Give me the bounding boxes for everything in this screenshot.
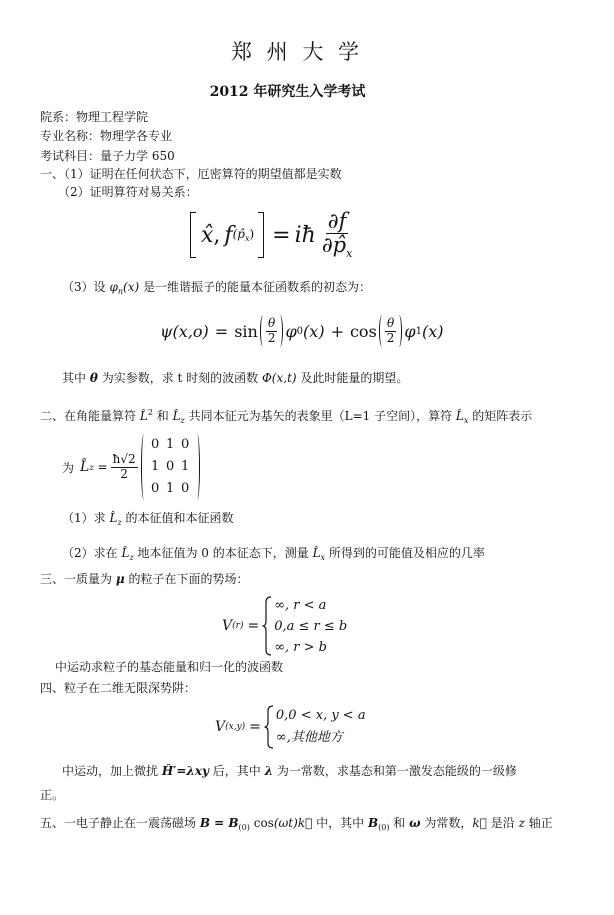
superscript-2: 2 — [147, 408, 153, 417]
q3-line1-b: 的粒子在下面的势场： — [128, 572, 249, 586]
V-subscript: (x,y) — [225, 722, 246, 732]
coefficient-numerator: ħ√2 — [112, 452, 136, 467]
q4-line2 — [62, 764, 604, 779]
matrix-cell: 0 — [180, 481, 190, 496]
matrix-right-paren — [193, 434, 200, 500]
coefficient-denominator: 2 — [120, 466, 128, 481]
B-subscript: (0) — [238, 823, 250, 832]
equals-symbol: = — [214, 321, 229, 341]
matrix-left-paren — [141, 434, 148, 500]
B-subscript: (0) — [378, 823, 390, 832]
q1-part4-suffix: 及此时能量的期望。 — [300, 371, 409, 385]
q5-line1-c: 和 — [393, 816, 406, 830]
L-hat-symbol: L̂ — [121, 546, 130, 560]
commutator-formula — [190, 200, 354, 270]
q2-line1-a: 二、在角能量算符 — [40, 409, 137, 423]
q4-line2-c: 为一常数，求基态和第一激发态能级的一级修 — [276, 764, 517, 778]
phi-argument: (x) — [422, 321, 444, 341]
phi-subscript-n: n — [117, 287, 124, 296]
q1-part3-prefix: （3）设 — [62, 280, 106, 294]
left-brace — [262, 596, 272, 656]
q1-part4-prefix: 其中 — [62, 371, 87, 385]
f-subscript-x: x — [244, 234, 250, 243]
subject-line: 考试科目：量子力学 650 — [40, 149, 175, 163]
university-title: 郑 州 大 学 — [230, 40, 364, 64]
f-subscript-close: ) — [249, 227, 255, 241]
q1-part2: （2）证明算符对易关系： — [58, 185, 198, 199]
L-hat-symbol: L̂ — [109, 511, 118, 525]
matrix-cell: 1 — [180, 459, 190, 474]
V-subscript: (r) — [232, 621, 244, 631]
z-axis-symbol: z — [518, 816, 525, 830]
q2-part2 — [62, 546, 604, 565]
equals-symbol: = — [247, 618, 260, 634]
q1-part1: 一、（1）证明在任何状态下，厄密算符的期望值都是实数 — [40, 167, 342, 181]
k-unit-vector: k⃗ — [297, 816, 313, 830]
subscript-x: x — [320, 553, 326, 562]
subscript-z: z — [129, 553, 134, 562]
two-denominator: 2 — [267, 330, 276, 345]
theta-numerator: θ — [268, 316, 276, 331]
q2-line1 — [40, 405, 604, 428]
phi-symbol: φ — [109, 280, 118, 294]
phi-argument: (x) — [123, 280, 140, 294]
potential-cases — [276, 705, 366, 749]
matrix-cell: 1 — [165, 481, 175, 496]
subscript-x: x — [463, 416, 469, 425]
phi-subscript-0: 0 — [296, 325, 304, 337]
case-row: ∞, r < a — [274, 597, 327, 613]
q1-part4-middle: 为实参数，求 t 时刻的波函数 — [101, 371, 259, 385]
matrix-cell: 0 — [180, 437, 190, 452]
q3-line1 — [40, 572, 604, 587]
f-subscript-open: (p̂ — [232, 227, 245, 241]
phi-argument: (x) — [303, 321, 325, 341]
i-hbar-symbol: iħ — [294, 222, 316, 248]
q1-part3-suffix: 是一维谐振子的能量本征函数系的初态为： — [143, 280, 372, 294]
q5-line1-a: 五、一电子静止在一震荡磁场 — [40, 816, 197, 830]
left-brace — [264, 705, 274, 749]
q2-line1-b: 和 — [156, 409, 169, 423]
right-paren — [396, 315, 402, 347]
subscript-z: z — [117, 518, 122, 527]
V-symbol: V — [215, 719, 226, 735]
lambda-symbol: λ — [264, 764, 274, 778]
theta-over-two-fraction — [266, 317, 278, 344]
left-square-bracket — [190, 212, 196, 258]
denominator-subscript: x — [346, 247, 353, 260]
subscript-z: z — [89, 462, 94, 472]
phi-symbol: φ — [285, 321, 297, 341]
q5-line1-d: 为常数， — [424, 816, 473, 830]
x-hat-symbol: x̂ — [201, 222, 214, 248]
potential-formula-r — [222, 595, 347, 657]
right-paren — [277, 315, 283, 347]
theta-over-two-fraction — [385, 317, 397, 344]
matrix-cell: 0 — [150, 437, 160, 452]
matrix-cell: 1 — [165, 437, 175, 452]
sin-function: sin — [234, 321, 258, 341]
fraction-denominator — [320, 234, 355, 260]
case-row: ∞, r > b — [274, 639, 327, 655]
f-subscript — [233, 227, 255, 243]
initial-state-formula — [160, 310, 444, 352]
q5-line1-f: 轴正 — [528, 816, 553, 830]
coefficient-fraction — [111, 453, 138, 480]
q4-line3: 正。 — [40, 788, 65, 802]
B-symbol: B — [367, 816, 379, 830]
exam-title: 2012 年研究生入学考试 — [209, 84, 366, 100]
denominator-text: ∂p̂ — [321, 233, 347, 257]
q3-line1-a: 三、一质量为 — [40, 572, 113, 586]
matrix-formula — [62, 432, 200, 502]
theta-symbol: θ — [89, 371, 98, 385]
q1-part3 — [62, 280, 604, 299]
q2-line2-prefix: 为 — [62, 460, 75, 475]
partial-derivative-fraction — [320, 210, 355, 260]
cos-function: cos — [349, 321, 377, 341]
mu-symbol: μ — [115, 572, 125, 586]
q2-part2-c: 所得到的可能值及相应的几率 — [328, 546, 485, 560]
department-line: 院系：物理工程学院 — [40, 110, 149, 124]
potential-cases — [274, 595, 347, 657]
case-row: 0,a ≤ r ≤ b — [274, 618, 348, 634]
q2-part1-prefix: （1）求 — [62, 511, 106, 525]
magnetic-field-B: B = B — [199, 816, 239, 830]
q2-part2-b: 地本征值为 0 的本征态下，测量 — [137, 546, 309, 560]
fraction-numerator: ∂f — [327, 208, 347, 233]
L-hat-symbol: L̂ — [172, 409, 181, 423]
q2-part1 — [62, 511, 604, 530]
phi-symbol: φ — [404, 321, 416, 341]
equals-symbol: = — [272, 222, 291, 248]
equals-symbol: = — [249, 719, 261, 735]
L-hat-symbol: L̂ — [455, 409, 464, 423]
q4-line1: 四、粒子在二维无限深势阱： — [40, 681, 197, 695]
q4-line2-b: 后，其中 — [212, 764, 261, 778]
q5-line1 — [40, 816, 604, 835]
q4-line2-a: 中运动，加上微扰 — [62, 764, 159, 778]
plus-symbol: + — [330, 321, 344, 341]
matrix-cell: 1 — [150, 459, 160, 474]
matrix-grid — [148, 434, 193, 500]
omega-symbol: ω — [409, 816, 421, 830]
Phi-wavefunction: Φ(x,t) — [261, 371, 297, 385]
right-square-bracket — [258, 212, 264, 258]
matrix-cell: 0 — [165, 459, 175, 474]
cos-argument: (ωt) — [273, 816, 298, 830]
L-hat-symbol: L̂ — [139, 409, 148, 423]
potential-formula-xy — [215, 705, 366, 749]
q3-line2: 中运动求粒子的基态能量和归一化的波函数 — [55, 660, 284, 674]
perturbation-hamiltonian: Ĥ′=λxy — [161, 764, 209, 778]
case-row: ∞,其他地方 — [275, 730, 343, 745]
q1-part4 — [62, 371, 604, 386]
cos-function: cos — [253, 816, 274, 830]
q2-line1-c: 共同本征元为基矢的表象里（L=1 子空间），算符 — [188, 409, 453, 423]
L-hat-symbol: L̂ — [80, 459, 90, 475]
L-hat-symbol: L̂ — [312, 546, 321, 560]
k-unit-vector: k⃗ — [472, 816, 487, 830]
major-line: 专业名称：物理学各专业 — [40, 129, 173, 143]
q5-line1-b: 中，其中 — [316, 816, 365, 830]
psi-lhs: ψ(x,o) — [160, 321, 209, 341]
q2-line1-d: 的矩阵表示 — [472, 409, 533, 423]
q2-part1-suffix: 的本征值和本征函数 — [125, 511, 234, 525]
equals-symbol: = — [97, 460, 108, 474]
theta-numerator: θ — [386, 316, 395, 331]
phi-subscript-1: 1 — [415, 325, 422, 337]
q2-part2-a: （2）求在 — [62, 546, 118, 560]
q5-line1-e: 是沿 — [490, 816, 515, 830]
subscript-z: z — [180, 416, 185, 425]
case-row: 0,0 < x, y < a — [275, 708, 366, 723]
V-symbol: V — [222, 618, 233, 634]
two-denominator: 2 — [386, 330, 395, 345]
comma-symbol: , — [213, 222, 221, 248]
f-symbol: f — [224, 222, 233, 248]
matrix-cell: 0 — [150, 481, 160, 496]
